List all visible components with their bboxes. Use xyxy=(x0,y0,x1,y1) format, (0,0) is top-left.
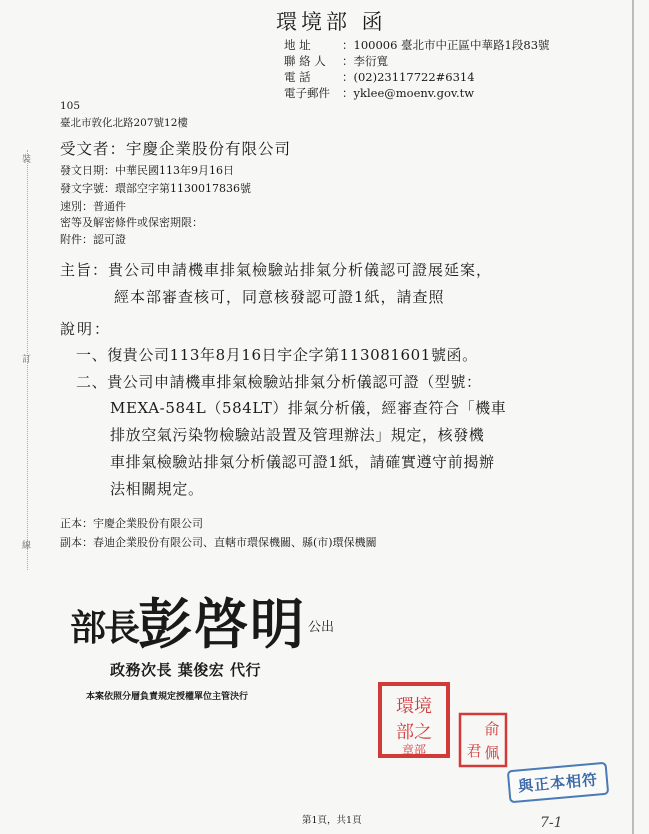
minister-title: 部長 xyxy=(70,607,139,649)
explanation-item-2-line-5: 法相關規定。 xyxy=(110,480,204,498)
issue-date: 發文日期：中華民國113年9月16日 xyxy=(60,164,234,177)
official-seal xyxy=(378,682,450,758)
subject-line-1: 主旨：貴公司申請機車排氣檢驗站排氣分析儀認可證展延案， xyxy=(60,261,493,279)
minister-signature: 彭啓明 xyxy=(138,592,306,656)
postal-address: 臺北市敦化北路207號12樓 xyxy=(60,117,188,129)
contact-email: 電子郵件 ：yklee@moenv.gov.tw xyxy=(284,86,475,100)
recipient: 受文者：宇慶企業股份有限公司 xyxy=(60,140,292,158)
delegation-note: 本案依照分層負責規定授權單位主管決行 xyxy=(86,692,249,702)
contact-phone: 電 話 ：(02)23117722#6314 xyxy=(284,70,475,84)
contact-person: 聯 絡 人 ：李衍寬 xyxy=(284,54,388,68)
document-number: 發文字號：環部空字第1130017836號 xyxy=(60,182,251,195)
personal-seal-char-2: 君 xyxy=(466,742,482,760)
explanation-item-2-line-3: 排放空氣污染物檢驗站設置及管理辦法」規定，核發機 xyxy=(110,426,485,444)
explanation-item-2-line-2: MEXA-584L（584LT）排氣分析儀，經審查符合「機車 xyxy=(110,399,507,417)
explanation-item-2-line-1: 二、貴公司申請機車排氣檢驗站排氣分析儀認可證（型號： xyxy=(76,373,482,391)
explanation-item-2-line-4: 車排氣檢驗站排氣分析儀認可證1紙，請確實遵守前揭辦 xyxy=(110,453,495,471)
true-copy-stamp: 與正本相符 xyxy=(507,762,610,804)
page-edge xyxy=(632,0,634,834)
issued-status: 公出 xyxy=(308,620,335,635)
deputy-signature: 政務次長 葉俊宏 代行 xyxy=(110,661,261,679)
subject-line-2: 經本部審查核可，同意核發認可證1紙，請查照 xyxy=(114,288,445,306)
handwritten-note: 7-1 xyxy=(540,815,563,831)
confidentiality: 密等及解密條件或保密期限： xyxy=(60,216,203,229)
copy-recipients: 副本：春迪企業股份有限公司、直轄市環保機關、縣(市)環保機關 xyxy=(60,536,377,549)
official-seal-text-2: 部之 xyxy=(396,722,432,743)
personal-seal-char-1: 俞 xyxy=(484,720,500,738)
explanation-title: 說明： xyxy=(60,320,112,338)
attachment: 附件：認可證 xyxy=(60,233,126,246)
explanation-item-1: 一、復貴公司113年8月16日宇企字第113081601號函。 xyxy=(76,346,478,364)
postal-code: 105 xyxy=(60,100,81,112)
priority: 速別：普通件 xyxy=(60,200,126,213)
margin-mark-bind: 裝 xyxy=(22,155,32,165)
document-title: 環境部 函 xyxy=(276,10,387,34)
original-recipient: 正本：宇慶企業股份有限公司 xyxy=(60,517,203,530)
margin-mark-staple: 訂 xyxy=(22,355,32,365)
official-seal-text-3: 章部 xyxy=(401,743,427,757)
page-number: 第1頁，共1頁 xyxy=(302,815,362,826)
contact-address: 地 址 ：100006 臺北市中正區中華路1段83號 xyxy=(284,38,550,52)
official-seal-text-1: 環境 xyxy=(396,696,432,717)
personal-seal-char-3: 佩 xyxy=(484,744,500,762)
margin-mark-line: 線 xyxy=(22,541,32,551)
personal-seal xyxy=(458,712,508,768)
